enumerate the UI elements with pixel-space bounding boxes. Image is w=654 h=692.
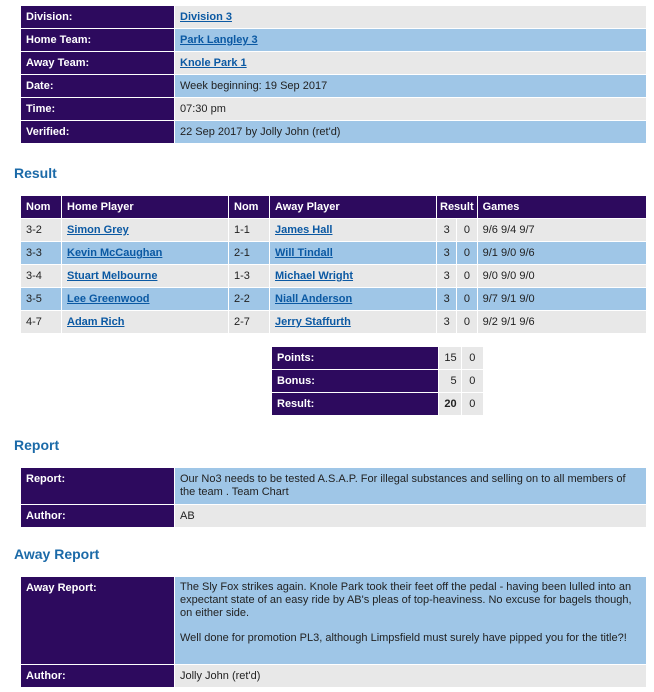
bonus-row	[272, 370, 483, 392]
bonus-away: 0	[462, 370, 483, 392]
away-score: 0	[457, 219, 476, 241]
games: 9/1 9/0 9/6	[478, 242, 646, 264]
table-row	[21, 288, 646, 310]
away-report-heading: Away Report	[14, 546, 100, 562]
home-nom: 3-2	[21, 219, 61, 241]
total-result-home: 20	[439, 393, 460, 415]
away-team-link[interactable]: Knole Park 1	[180, 57, 247, 69]
away-report-text	[175, 577, 646, 664]
home-player-link[interactable]: Lee Greenwood	[67, 293, 150, 305]
points-row	[272, 347, 483, 369]
games: 9/6 9/4 9/7	[478, 219, 646, 241]
away-player-link[interactable]: Will Tindall	[275, 247, 333, 259]
total-result-label: Result:	[272, 393, 438, 415]
points-label: Points:	[272, 347, 438, 369]
games: 9/7 9/1 9/0	[478, 288, 646, 310]
away-player-link[interactable]: Niall Anderson	[275, 293, 353, 305]
away-report-paragraph: Well done for promotion PL3, although Limpsfield must surely have pipped you for the title?!	[180, 632, 627, 644]
home-player-cell	[62, 242, 228, 264]
report-label: Report:	[21, 468, 174, 504]
away-score: 0	[457, 265, 476, 287]
bonus-home: 5	[439, 370, 460, 392]
away-player-cell	[270, 242, 436, 264]
home-team-label: Home Team:	[21, 29, 174, 51]
report-author-row	[21, 505, 646, 527]
date-row	[21, 75, 646, 97]
totals-table	[271, 346, 484, 416]
table-row	[21, 219, 646, 241]
home-score: 3	[437, 219, 456, 241]
home-score: 3	[437, 288, 456, 310]
away-report-paragraph: The Sly Fox strikes again. Knole Park took their feet off the pedal - having been lulled into an expectant state of an easy ride by AB's pleas of top-heaviness. No excuse for bagels though, on either side.	[180, 581, 632, 619]
away-report-row	[21, 577, 646, 664]
bonus-label: Bonus:	[272, 370, 438, 392]
away-nom: 2-2	[229, 288, 269, 310]
away-nom: 1-1	[229, 219, 269, 241]
home-nom: 3-5	[21, 288, 61, 310]
away-score: 0	[457, 311, 476, 333]
home-score: 3	[437, 242, 456, 264]
away-nom: 2-1	[229, 242, 269, 264]
home-player-cell	[62, 288, 228, 310]
col-home-player: Home Player	[62, 196, 228, 218]
away-player-cell	[270, 311, 436, 333]
home-score: 3	[437, 311, 456, 333]
time-row	[21, 98, 646, 120]
away-nom: 2-7	[229, 311, 269, 333]
col-result: Result	[437, 196, 477, 218]
away-author-row	[21, 665, 646, 687]
date-value: Week beginning: 19 Sep 2017	[175, 75, 646, 97]
time-label: Time:	[21, 98, 174, 120]
away-author-label: Author:	[21, 665, 174, 687]
away-team-row	[21, 52, 646, 74]
home-player-link[interactable]: Adam Rich	[67, 316, 125, 328]
col-games: Games	[478, 196, 646, 218]
points-away: 0	[462, 347, 483, 369]
result-header-row	[21, 196, 646, 218]
time-value: 07:30 pm	[175, 98, 646, 120]
away-player-link[interactable]: Jerry Staffurth	[275, 316, 351, 328]
away-nom: 1-3	[229, 265, 269, 287]
col-away-nom: Nom	[229, 196, 269, 218]
games: 9/2 9/1 9/6	[478, 311, 646, 333]
division-link[interactable]: Division 3	[180, 11, 232, 23]
total-result-row	[272, 393, 483, 415]
division-row	[21, 6, 646, 28]
verified-value: 22 Sep 2017 by Jolly John (ret'd)	[175, 121, 646, 143]
away-player-cell	[270, 219, 436, 241]
table-row	[21, 311, 646, 333]
home-team-link[interactable]: Park Langley 3	[180, 34, 258, 46]
total-result-away: 0	[462, 393, 483, 415]
home-player-link[interactable]: Simon Grey	[67, 224, 129, 236]
date-label: Date:	[21, 75, 174, 97]
away-score: 0	[457, 288, 476, 310]
table-row	[21, 242, 646, 264]
table-row	[21, 265, 646, 287]
match-info-table	[20, 5, 647, 144]
home-team-cell	[175, 29, 646, 51]
col-away-player: Away Player	[270, 196, 436, 218]
away-player-cell	[270, 288, 436, 310]
away-player-cell	[270, 265, 436, 287]
home-nom: 4-7	[21, 311, 61, 333]
away-team-cell	[175, 52, 646, 74]
report-row	[21, 468, 646, 504]
home-nom: 3-3	[21, 242, 61, 264]
division-label: Division:	[21, 6, 174, 28]
report-heading: Report	[14, 437, 60, 453]
col-home-nom: Nom	[21, 196, 61, 218]
verified-row	[21, 121, 646, 143]
points-home: 15	[439, 347, 460, 369]
home-player-cell	[62, 265, 228, 287]
report-author-value: AB	[175, 505, 646, 527]
report-table	[20, 467, 647, 528]
away-player-link[interactable]: James Hall	[275, 224, 333, 236]
home-player-link[interactable]: Stuart Melbourne	[67, 270, 158, 282]
home-team-row	[21, 29, 646, 51]
away-team-label: Away Team:	[21, 52, 174, 74]
home-player-link[interactable]: Kevin McCaughan	[67, 247, 163, 259]
home-score: 3	[437, 265, 456, 287]
division-cell	[175, 6, 646, 28]
result-heading: Result	[14, 165, 57, 181]
verified-label: Verified:	[21, 121, 174, 143]
away-player-link[interactable]: Michael Wright	[275, 270, 354, 282]
away-report-table	[20, 576, 647, 688]
home-player-cell	[62, 311, 228, 333]
games: 9/0 9/0 9/0	[478, 265, 646, 287]
report-text: Our No3 needs to be tested A.S.A.P. For illegal substances and selling on to all members of the team . Team Chart	[175, 468, 646, 504]
home-nom: 3-4	[21, 265, 61, 287]
report-author-label: Author:	[21, 505, 174, 527]
away-report-label: Away Report:	[21, 577, 174, 664]
away-author-value: Jolly John (ret'd)	[175, 665, 646, 687]
away-score: 0	[457, 242, 476, 264]
home-player-cell	[62, 219, 228, 241]
result-table	[20, 195, 647, 334]
